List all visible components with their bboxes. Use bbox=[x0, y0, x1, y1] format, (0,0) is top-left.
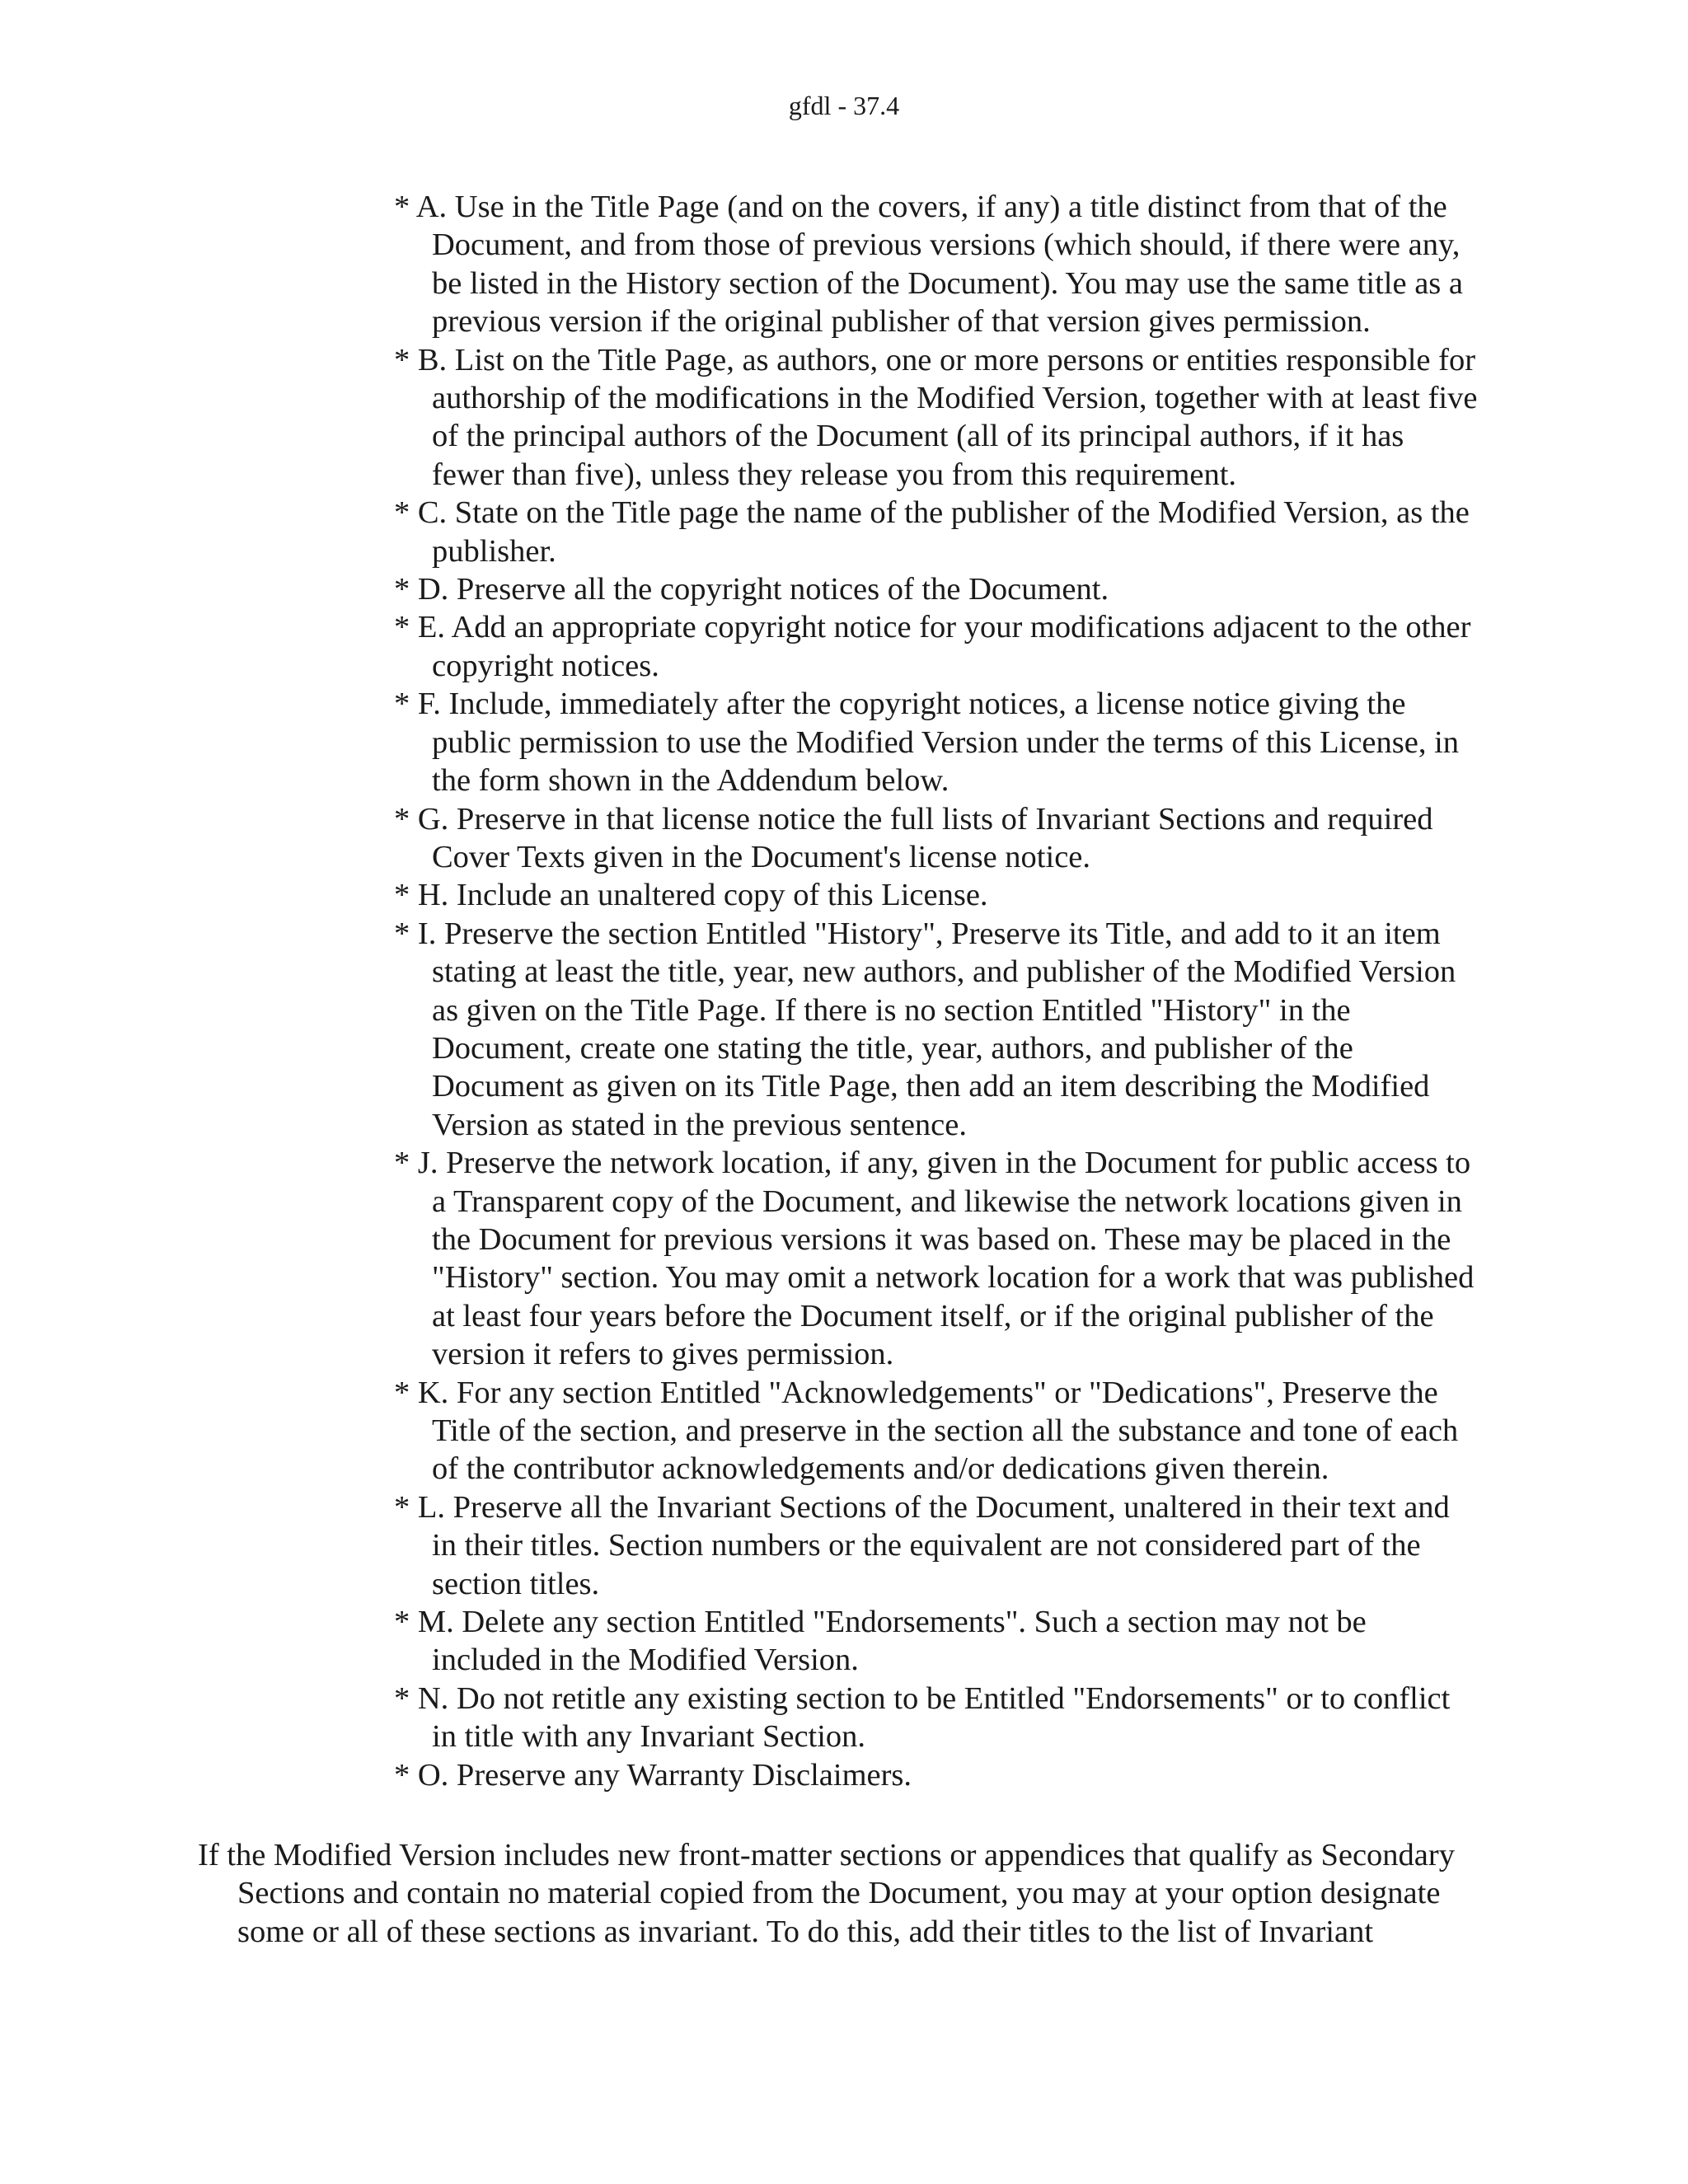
list-item-o: * O. Preserve any Warranty Disclaimers. bbox=[394, 1757, 912, 1793]
list-item-l: * L. Preserve all the Invariant Sections of the Document, unaltered in their text and in their titles. Section numbers or the equivalent are not considered part of the section titles. bbox=[394, 1489, 1450, 1601]
list-item-c: * C. State on the Title page the name of the publisher of the Modified Version, as the publisher. bbox=[394, 495, 1470, 569]
closing-paragraph: If the Modified Version includes new front-matter sections or appendices that qualify as Secondary Sections and contain no material copied from the Document, you may at your option designate some or all of these sections as invariant. To do this, add their titles to the list of Invariant bbox=[198, 1838, 1455, 1949]
list-item-k: * K. For any section Entitled "Acknowledgements" or "Dedications", Preserve the Title of the section, and preserve in the section all the substance and tone of each of the contributor acknowledgements and/or dedications given therein. bbox=[394, 1375, 1459, 1487]
list-item-g: * G. Preserve in that license notice the full lists of Invariant Sections and required Cover Texts given in the Document's license notice. bbox=[394, 801, 1433, 874]
list-item-n: * N. Do not retitle any existing section to be Entitled "Endorsements" or to conflict in title with any Invariant Section. bbox=[394, 1680, 1451, 1755]
list-item-a: * A. Use in the Title Page (and on the covers, if any) a title distinct from that of the Document, and from those of previous versions (which should, if there were any, be listed in the History section of the Document). You may use the same title as a previous version if the original publisher of that version gives permission. bbox=[394, 190, 1464, 340]
list-item-e: * E. Add an appropriate copyright notice for your modifications adjacent to the other copyright notices. bbox=[394, 610, 1471, 683]
page-header: gfdl - 37.4 bbox=[788, 91, 900, 120]
list-item-b: * B. List on the Title Page, as authors, one or more persons or entities responsible for authorship of the modifications in the Modified Version, together with at least five of the principal authors of the Document (all of its principal authors, if it has fewer than five), unless they release you from this requirement. bbox=[394, 342, 1478, 492]
list-item-m: * M. Delete any section Entitled "Endorsements". Such a section may not be included in the Modified Version. bbox=[394, 1605, 1367, 1678]
list-item-h: * H. Include an unaltered copy of this License. bbox=[394, 878, 988, 913]
list-item-i: * I. Preserve the section Entitled "History", Preserve its Title, and add to it an item stating at least the title, year, new authors, and publisher of the Modified Version as given on the Title Page. If there is no section Entitled "History" in the Document, create one stating the title, year, authors, and publisher of the Document as given on its Title Page, then add an item describing the Modified Version as stated in the previous sentence. bbox=[394, 916, 1456, 1142]
list-item-d: * D. Preserve all the copyright notices of the Document. bbox=[394, 572, 1109, 607]
list-item-j: * J. Preserve the network location, if any, given in the Document for public access to a Transparent copy of the Document, and likewise the network locations given in the Document for previous versions it was based on. These may be placed in the "History" section. You may omit a network location for a work that was published at least four years before the Document itself, or if the original publisher of the version it refers to gives permission. bbox=[394, 1146, 1475, 1372]
list-item-f: * F. Include, immediately after the copyright notices, a license notice giving the public permission to use the Modified Version under the terms of this License, in the form shown in the Addendum below. bbox=[394, 687, 1460, 799]
modification-conditions-list bbox=[394, 188, 1482, 1794]
